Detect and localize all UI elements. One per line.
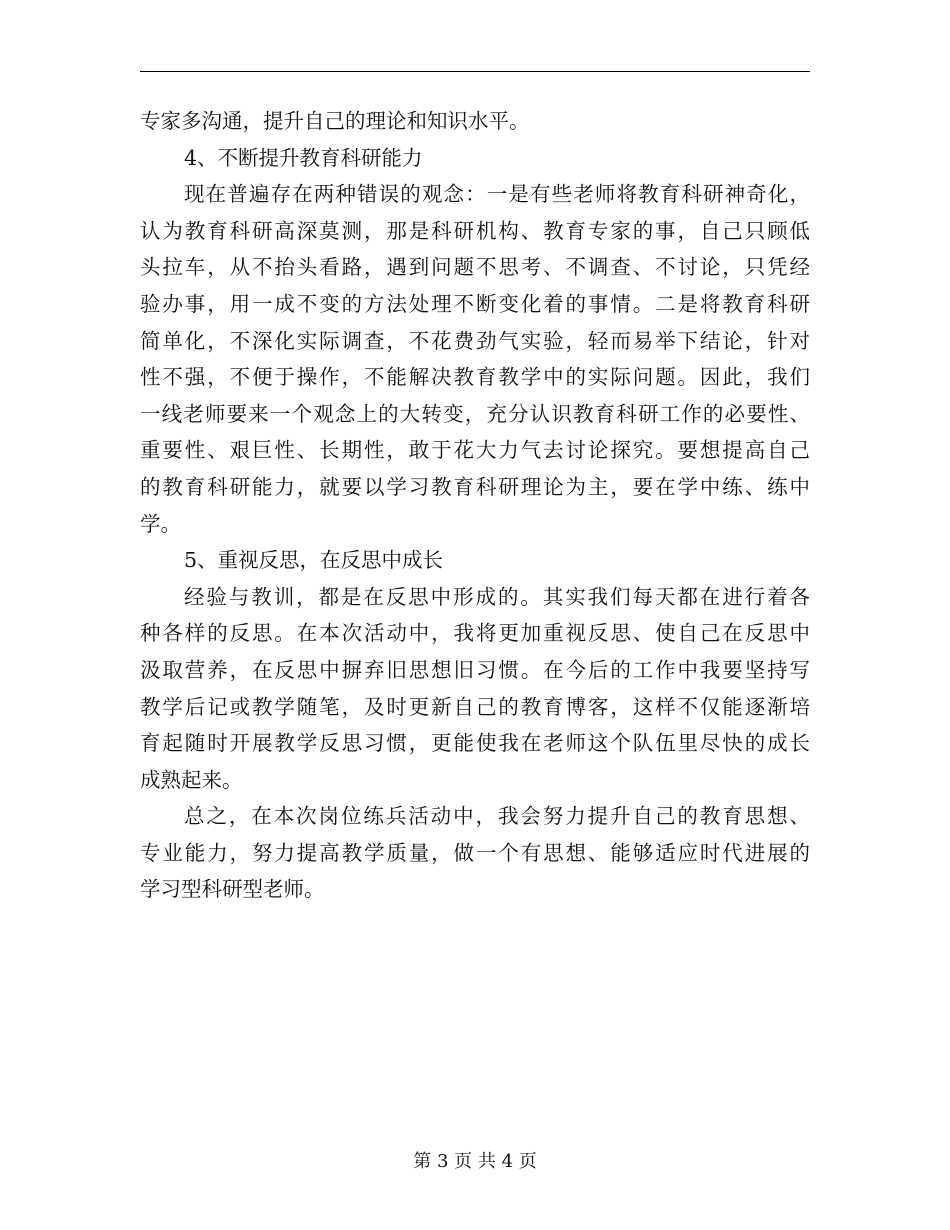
header-rule: [140, 71, 810, 72]
text-line: 专业能力，努力提高教学质量，做一个有思想、能够适应时代进展的: [140, 840, 810, 865]
text-line: 重要性、艰巨性、长期性，敢于花大力气去讨论探究。要想提高自己: [140, 438, 810, 463]
text-line: 总之，在本次岗位练兵活动中，我会努力提升自己的教育思想、: [184, 804, 810, 829]
text-line: 学。: [140, 511, 181, 536]
page-number: 第 3 页 共 4 页: [413, 1151, 537, 1172]
text-line: 汲取营养，在反思中摒弃旧思想旧习惯。在今后的工作中我要坚持写: [140, 657, 810, 682]
document-body: [140, 103, 810, 908]
text-line: 专家多沟通，提升自己的理论和知识水平。: [140, 109, 530, 133]
text-line: 育起随时开展教学反思习惯，更能使我在老师这个队伍里尽快的成长: [140, 731, 810, 756]
text-line: 教学后记或教学随笔，及时更新自己的教育博客，这样不仅能逐渐培: [140, 694, 810, 719]
text-line: 学习型科研型老师。: [140, 877, 325, 902]
text-line: 简单化，不深化实际调查，不花费劲气实验，轻而易举下结论，针对: [140, 328, 810, 353]
text-line: 认为教育科研高深莫测，那是科研机构、教育专家的事，自己只顾低: [140, 218, 810, 243]
text-line: 的教育科研能力，就要以学习教育科研理论为主，要在学中练、练中: [140, 474, 810, 499]
text-line: 一线老师要来一个观念上的大转变，充分认识教育科研工作的必要性、: [140, 401, 810, 426]
page-footer: [0, 1150, 950, 1174]
text-line: 验办事，用一成不变的方法处理不断变化着的事情。二是将教育科研: [140, 291, 810, 316]
text-line: 4、不断提升教育科研能力: [184, 145, 423, 170]
text-line: 性不强，不便于操作，不能解决教育教学中的实际问题。因此，我们: [140, 365, 810, 390]
text-line: 成熟起来。: [140, 767, 243, 792]
text-line: 头拉车，从不抬头看路，遇到问题不思考、不调查、不讨论，只凭经: [140, 255, 810, 280]
text-line: 现在普遍存在两种错误的观念：一是有些老师将教育科研神奇化，: [184, 182, 810, 207]
text-line: 种各样的反思。在本次活动中，我将更加重视反思、使自己在反思中: [140, 621, 810, 646]
text-line: 5、重视反思，在反思中成长: [184, 548, 444, 573]
text-line: 经验与教训，都是在反思中形成的。其实我们每天都在进行着各: [184, 584, 810, 609]
